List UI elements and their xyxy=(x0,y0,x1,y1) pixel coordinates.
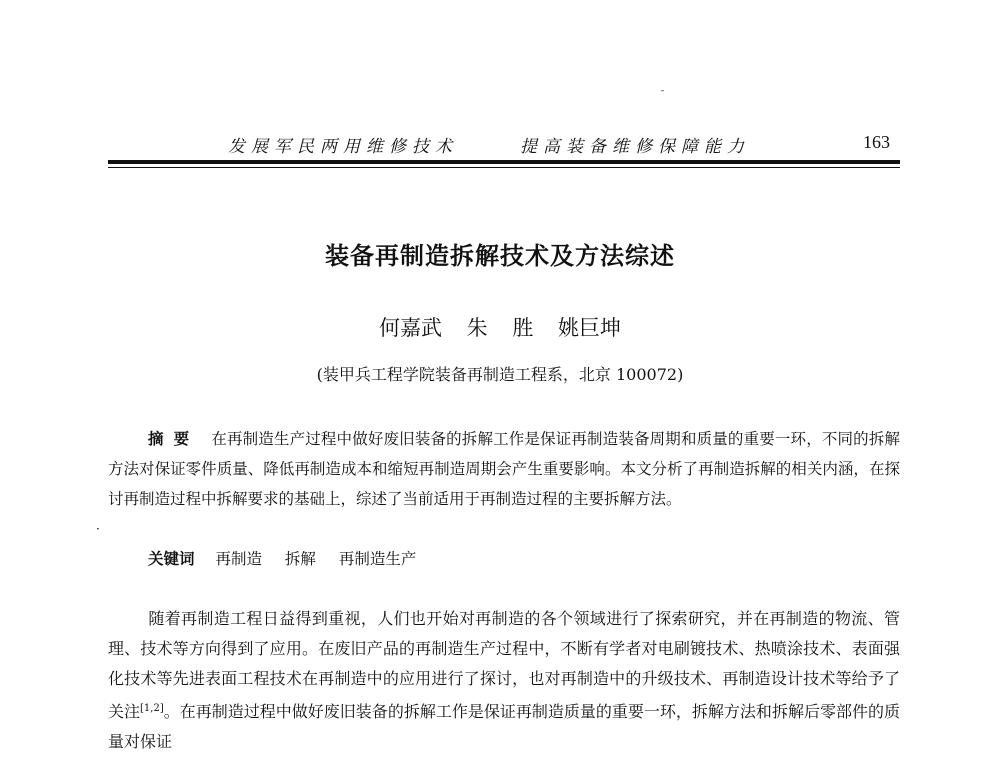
body-text-part1: 随着再制造工程日益得到重视，人们也开始对再制造的各个领域进行了探索研究，并在再制造的物流、管理、技术等方向得到了应用。在废旧产品的再制造生产过程中，不断有学者对电刷镀技术、热喷涂技术、表面强化技术等先进表面工程技术在再制造中的应用进行了探讨，也对再制造中的升级技术、再制造设计技术等给予了关注 xyxy=(108,609,900,721)
abstract-paragraph xyxy=(108,424,900,514)
scan-speck: ˉ xyxy=(660,90,665,101)
running-header xyxy=(108,130,900,160)
margin-dot: · xyxy=(96,522,100,536)
abstract-text: 在再制造生产过程中做好废旧装备的拆解工作是保证再制造装备周期和质量的重要一环，不同的拆解方法对保证零件质量、降低再制造成本和缩短再制造周期会产生重要影响。本文分析了再制造拆解的相关内涵，在探讨再制造过程中拆解要求的基础上，综述了当前适用于再制造过程的主要拆解方法。 xyxy=(108,430,900,508)
author-name: 何嘉武 xyxy=(378,316,442,340)
abstract-label: 摘要 xyxy=(148,430,200,448)
body-text-part2: 。在再制造过程中做好废旧装备的拆解工作是保证再制造质量的重要一环，拆解方法和拆解后零部件的质量对保证 xyxy=(108,702,900,751)
header-right-text: 提高装备维修保障能力 xyxy=(520,137,750,157)
page-number: 163 xyxy=(863,132,890,152)
header-rule-thick xyxy=(108,160,900,164)
author-name: 姚巨坤 xyxy=(558,316,622,340)
author-list xyxy=(0,312,1000,342)
keywords-line xyxy=(148,544,900,574)
keyword: 再制造 xyxy=(215,550,262,568)
header-left-text: 发展军民两用维修技术 xyxy=(228,137,458,157)
keyword: 再制造生产 xyxy=(338,550,417,568)
header-rule-thin xyxy=(108,167,900,168)
author-affiliation: (装甲兵工程学院装备再制造工程系，北京 100072) xyxy=(316,365,684,384)
author-name: 朱 胜 xyxy=(466,316,534,340)
keyword: 拆解 xyxy=(284,550,316,568)
article-title: 装备再制造拆解技术及方法综述 xyxy=(325,242,675,270)
citation-ref: [1,2] xyxy=(140,703,164,714)
keywords-label: 关键词 xyxy=(148,550,195,568)
body-paragraph xyxy=(108,604,900,757)
